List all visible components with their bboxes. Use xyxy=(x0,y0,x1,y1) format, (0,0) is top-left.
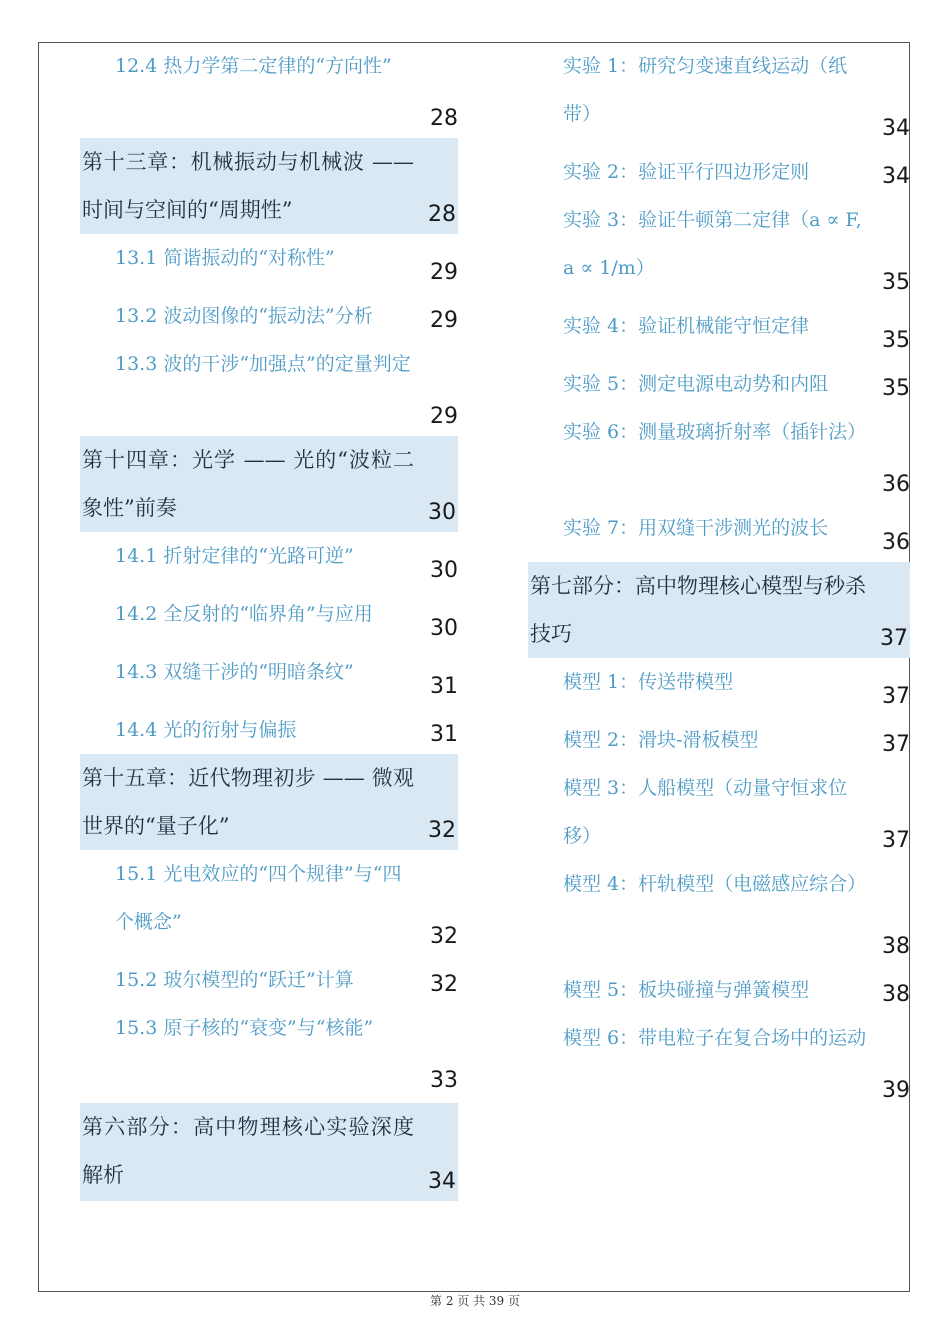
toc-page-number: 30 xyxy=(430,558,458,583)
toc-page-number: 33 xyxy=(430,1068,458,1093)
toc-section-entry[interactable] xyxy=(528,42,910,148)
toc-entry-title: 第七部分：高中物理核心模型与秒杀技巧 xyxy=(530,574,866,646)
toc-section-entry[interactable] xyxy=(528,1014,910,1110)
toc-entry-title: 13.3 波的干涉“加强点”的定量判定 xyxy=(115,353,411,375)
toc-page-number: 31 xyxy=(430,722,458,747)
toc-page-number: 29 xyxy=(430,404,458,429)
toc-entry-title: 14.1 折射定律的“光路可逆” xyxy=(115,545,354,567)
toc-left-column xyxy=(80,42,458,1201)
toc-section-entry[interactable] xyxy=(80,590,458,648)
toc-section-entry[interactable] xyxy=(80,532,458,590)
toc-section-entry[interactable] xyxy=(528,360,910,408)
toc-section-entry[interactable] xyxy=(80,42,458,138)
toc-entry-title: 12.4 热力学第二定律的“方向性” xyxy=(115,55,392,77)
page-footer: 第 2 页 共 39 页 xyxy=(430,1294,520,1308)
toc-section-entry[interactable] xyxy=(528,966,910,1014)
toc-page-number: 35 xyxy=(882,328,910,353)
toc-page-number: 39 xyxy=(882,1078,910,1103)
toc-page-number: 35 xyxy=(882,270,910,295)
toc-page-number: 38 xyxy=(882,982,910,1007)
toc-section-entry[interactable] xyxy=(528,504,910,562)
toc-entry-title: 第六部分：高中物理核心实验深度解析 xyxy=(82,1115,414,1187)
toc-page-number: 29 xyxy=(430,308,458,333)
toc-section-entry[interactable] xyxy=(528,408,910,504)
toc-entry-title: 第十五章：近代物理初步 —— 微观世界的“量子化” xyxy=(82,766,414,838)
toc-chapter-entry[interactable] xyxy=(80,436,458,532)
toc-entry-title: 实验 6：测量玻璃折射率（插针法） xyxy=(563,421,867,443)
toc-page-number: 32 xyxy=(430,924,458,949)
toc-entry-title: 模型 4：杆轨模型（电磁感应综合） xyxy=(563,873,867,895)
toc-page-number: 34 xyxy=(428,1169,456,1194)
toc-page-number: 37 xyxy=(882,684,910,709)
toc-entry-title: 实验 2：验证平行四边形定则 xyxy=(563,161,810,183)
toc-section-entry[interactable] xyxy=(80,292,458,340)
toc-entry-title: 实验 4：验证机械能守恒定律 xyxy=(563,315,810,337)
toc-section-entry[interactable] xyxy=(528,860,910,966)
toc-section-entry[interactable] xyxy=(528,148,910,196)
toc-entry-title: 15.3 原子核的“衰变”与“核能” xyxy=(115,1017,374,1039)
toc-entry-title: 实验 1：研究匀变速直线运动（纸带） xyxy=(563,55,848,125)
toc-page-number: 36 xyxy=(882,530,910,555)
toc-chapter-entry[interactable] xyxy=(80,754,458,850)
toc-entry-title: 第十四章：光学 —— 光的“波粒二象性”前奏 xyxy=(82,448,414,520)
toc-entry-title: 14.2 全反射的“临界角”与应用 xyxy=(115,603,373,625)
toc-page-number: 34 xyxy=(882,116,910,141)
toc-section-entry[interactable] xyxy=(528,764,910,860)
toc-entry-title: 13.1 简谐振动的“对称性” xyxy=(115,247,335,269)
toc-entry-title: 模型 3：人船模型（动量守恒求位移） xyxy=(563,777,848,847)
toc-page-number: 37 xyxy=(882,828,910,853)
toc-section-entry[interactable] xyxy=(528,658,910,716)
toc-chapter-entry[interactable] xyxy=(80,138,458,234)
toc-entry-title: 15.2 玻尔模型的“跃迁”计算 xyxy=(115,969,354,991)
toc-section-entry[interactable] xyxy=(80,648,458,706)
toc-page-number: 37 xyxy=(880,626,908,651)
toc-page-number: 38 xyxy=(882,934,910,959)
toc-entry-title: 实验 7：用双缝干涉测光的波长 xyxy=(563,517,829,539)
toc-entry-title: 14.3 双缝干涉的“明暗条纹” xyxy=(115,661,354,683)
toc-page-number: 28 xyxy=(430,106,458,131)
toc-chapter-entry[interactable] xyxy=(80,1103,458,1201)
toc-section-entry[interactable] xyxy=(80,850,458,956)
toc-page-number: 31 xyxy=(430,674,458,699)
toc-section-entry[interactable] xyxy=(80,340,458,436)
toc-entry-title: 实验 5：测定电源电动势和内阻 xyxy=(563,373,829,395)
toc-section-entry[interactable] xyxy=(528,302,910,360)
toc-page-number: 30 xyxy=(428,500,456,525)
toc-page-number: 35 xyxy=(882,376,910,401)
toc-page-number: 28 xyxy=(428,202,456,227)
toc-right-column xyxy=(528,42,910,1110)
toc-entry-title: 实验 3：验证牛顿第二定律（a ∝ F, a ∝ 1/m） xyxy=(563,209,868,279)
toc-section-entry[interactable] xyxy=(80,234,458,292)
toc-page-number: 37 xyxy=(882,732,910,757)
toc-entry-title: 模型 1：传送带模型 xyxy=(563,671,734,693)
toc-section-entry[interactable] xyxy=(80,956,458,1004)
toc-page-number: 34 xyxy=(882,164,910,189)
toc-entry-title: 模型 2：滑块-滑板模型 xyxy=(563,729,759,751)
toc-entry-title: 15.1 光电效应的“四个规律”与“四个概念” xyxy=(115,863,402,933)
toc-page-number: 30 xyxy=(430,616,458,641)
toc-entry-title: 第十三章：机械振动与机械波 —— 时间与空间的“周期性” xyxy=(82,150,421,222)
toc-entry-title: 13.2 波动图像的“振动法”分析 xyxy=(115,305,373,327)
toc-section-entry[interactable] xyxy=(80,1004,458,1100)
toc-section-entry[interactable] xyxy=(528,196,910,302)
toc-entry-title: 模型 6：带电粒子在复合场中的运动 xyxy=(563,1027,867,1049)
toc-page-number: 36 xyxy=(882,472,910,497)
toc-section-entry[interactable] xyxy=(80,706,458,754)
toc-page-number: 32 xyxy=(428,818,456,843)
toc-page-number: 29 xyxy=(430,260,458,285)
toc-section-entry[interactable] xyxy=(528,716,910,764)
toc-page-number: 32 xyxy=(430,972,458,997)
toc-entry-title: 模型 5：板块碰撞与弹簧模型 xyxy=(563,979,810,1001)
toc-entry-title: 14.4 光的衍射与偏振 xyxy=(115,719,297,741)
toc-chapter-entry[interactable] xyxy=(528,562,910,658)
